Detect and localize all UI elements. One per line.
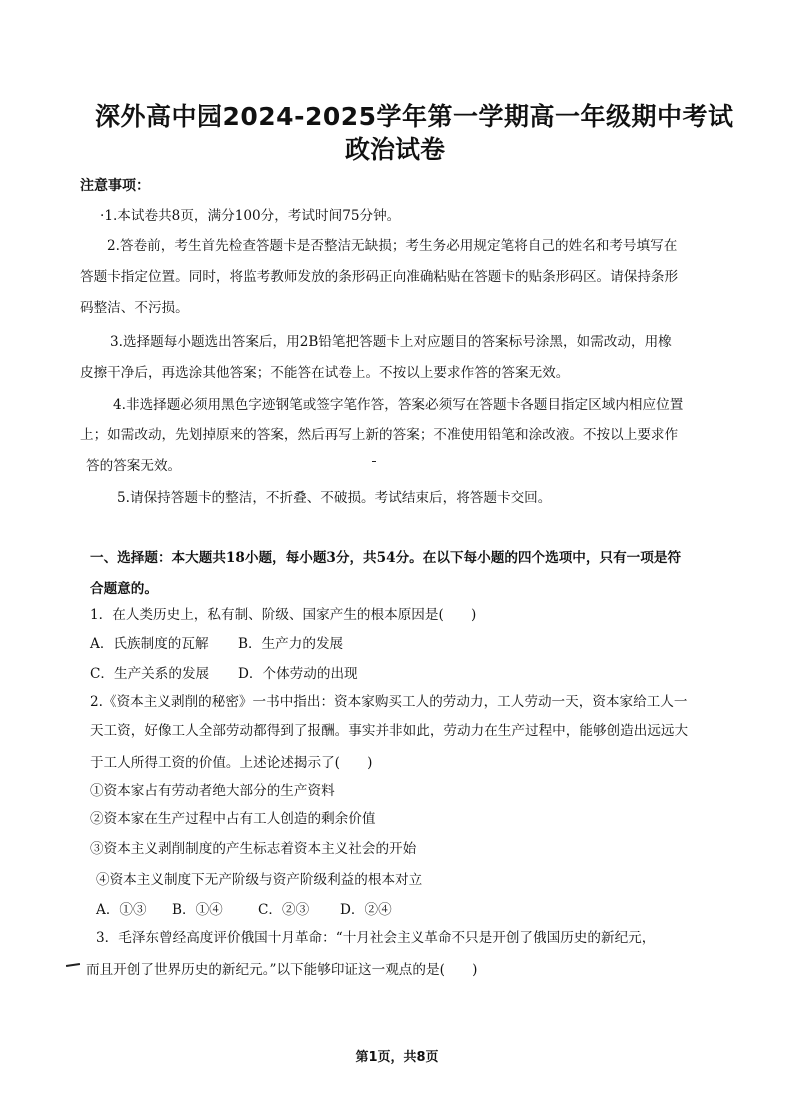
q2-statement-2: ②资本家在生产过程中占有工人创造的剩余价值 <box>90 811 376 827</box>
section-heading-line-1: 一、选择题：本大题共18小题，每小题3分，共54分。在以下每小题的四个选项中，只有一项是符 <box>90 550 682 566</box>
q2-stem-line-3: 于工人所得工资的价值。上述论述揭示了( ) <box>90 755 373 771</box>
q2-stem-line-2: 天工资，好像工人全部劳动都得到了报酬。事实并非如此，劳动力在生产过程中，能够创造出远远大 <box>90 723 689 739</box>
q2-statement-4: ④资本主义制度下无产阶级与资产阶级利益的根本对立 <box>96 872 423 888</box>
notice-line-8: 上；如需改动，先划掉原来的答案，然后再写上新的答案；不准使用铅笔和涂改液。不按以上要求作 <box>80 427 679 443</box>
q2-option-c: C．②③ <box>258 902 310 918</box>
q1-option-b: B．生产力的发展 <box>238 636 344 652</box>
page-footer: 第1页，共8页 <box>355 1050 439 1065</box>
q1-option-c: C．生产关系的发展 <box>90 666 210 682</box>
q2-statement-1: ①资本家占有劳动者绝大部分的生产资料 <box>90 783 335 799</box>
q3-stem-line-2: 而且开创了世界历史的新纪元。”以下能够印证这一观点的是( ) <box>86 962 478 978</box>
notice-line-7: 4.非选择题必须用黑色字迹钢笔或签字笔作答，答案必须写在答题卡各题目指定区域内相应位置 <box>113 397 684 413</box>
notice-line-2: 2.答卷前，考生首先检查答题卡是否整洁无缺损；考生务必用规定笔将自己的姓名和考号填写在 <box>107 238 678 254</box>
notice-line-4: 码整洁、不污损。 <box>80 300 189 316</box>
notice-line-1: ·1.本试卷共8页，满分100分，考试时间75分钟。 <box>100 208 401 224</box>
notice-line-10: 5.请保持答题卡的整洁，不折叠、不破损。考试结束后，将答题卡交回。 <box>117 490 552 506</box>
q1-option-d: D．个体劳动的出现 <box>238 666 358 682</box>
q2-stem-line-1: 2.《资本主义剥削的秘密》一书中指出：资本家购买工人的劳动力，工人劳动一天，资本家给工人一 <box>90 694 688 710</box>
exam-subject-title: 政治试卷 <box>344 135 445 164</box>
notice-line-5: 3.选择题每小题选出答案后，用2B铅笔把答题卡上对应题目的答案标号涂黑，如需改动，用橡 <box>110 334 672 350</box>
notice-line-3: 答题卡指定位置。同时，将监考教师发放的条形码正向准确粘贴在答题卡的贴条形码区。请保持条形 <box>80 269 679 285</box>
q2-option-a: A．①③ <box>96 902 147 918</box>
section-heading-line-2: 合题意的。 <box>90 581 158 597</box>
q2-option-d: D．②④ <box>340 902 392 918</box>
q2-option-b: B．①④ <box>172 902 223 918</box>
stray-mark <box>372 461 376 462</box>
q1-stem: 1．在人类历史上，私有制、阶级、国家产生的根本原因是( ) <box>90 607 477 623</box>
notice-line-6: 皮擦干净后，再选涂其他答案；不能答在试卷上。不按以上要求作答的答案无效。 <box>80 365 570 381</box>
q1-option-a: A．氏族制度的瓦解 <box>90 636 209 652</box>
q2-statement-3: ③资本主义剥削制度的产生标志着资本主义社会的开始 <box>90 841 417 857</box>
margin-mark <box>66 963 80 967</box>
notice-heading: 注意事项： <box>80 178 150 194</box>
q3-stem-line-1: 3．毛泽东曾经高度评价俄国十月革命：“十月社会主义革命不只是开创了俄国历史的新纪元， <box>96 930 656 946</box>
exam-title: 深外高中园2024-2025学年第一学期高一年级期中考试 <box>95 102 734 131</box>
notice-line-9: 答的答案无效。 <box>86 458 182 474</box>
